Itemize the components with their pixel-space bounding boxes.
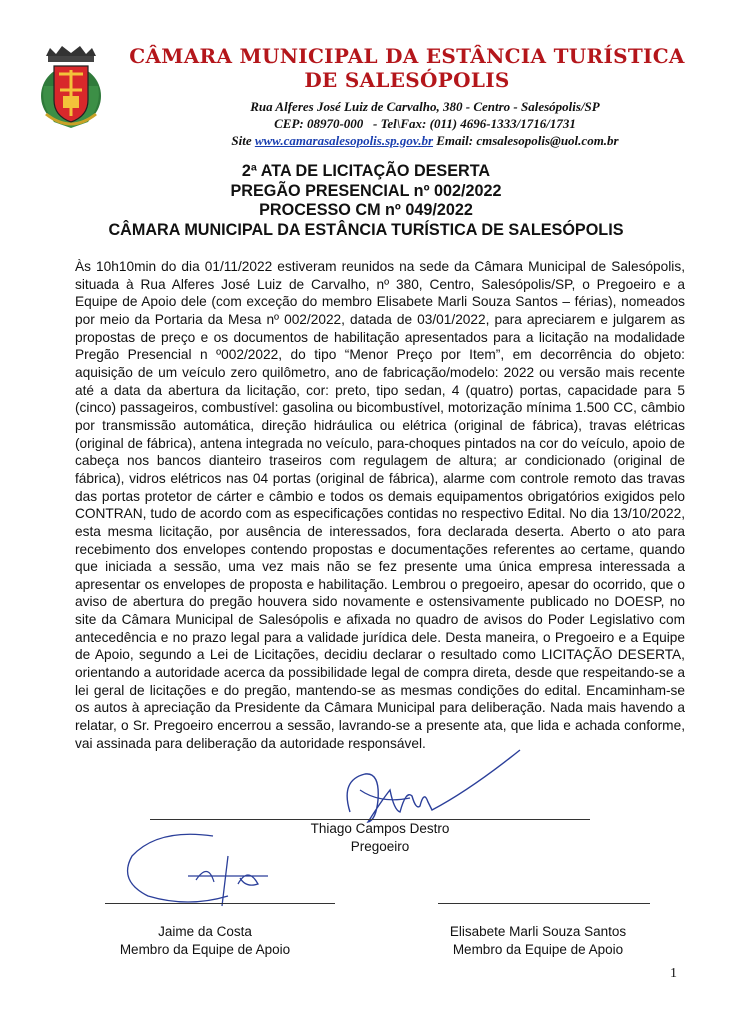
membro1-role: Membro da Equipe de Apoio bbox=[119, 942, 291, 957]
page-number: 1 bbox=[670, 966, 677, 981]
membro2-signature-line bbox=[438, 903, 650, 904]
letterhead-address: Rua Alferes José Luiz de Carvalho, 380 - Centro - Salesópolis/SP bbox=[250, 99, 600, 114]
document-heading bbox=[40, 162, 692, 240]
heading-line3: PROCESSO CM nº 049/2022 bbox=[259, 201, 473, 219]
pregoeiro-role: Pregoeiro bbox=[350, 839, 410, 854]
letterhead-title-line1: CÂMARA MUNICIPAL DA ESTÂNCIA TURÍSTICA bbox=[129, 44, 685, 68]
site-label: Site bbox=[231, 133, 252, 148]
heading-line1: 2ª ATA DE LICITAÇÃO DESERTA bbox=[241, 162, 491, 180]
minutes-body: Às 10h10min do dia 01/11/2022 estiveram reunidos na sede da Câmara Municipal de Salesópolis, situada à Rua Alferes José Luiz de Carvalho, nº 380, Centro, Salesópolis/SP, o Pregoeiro e a Equipe de Apoio dele (com exceção do membro Elisabete Marli Souza Santos – férias), nomeados por meio da Portaria da Mesa nº 002/2022, datada de 03/01/2022, para apreciarem e julgarem as propostas de preço e os documentos de habilitação apresentados para a licitação na modalidade Pregão Presencial n º002/2022, do tipo “Menor Preço por Item”, em decorrência do objeto: aquisição de um veículo zero quilômetro, ano de fabricação/modelo: 2022 ou versão mais recente até a data da abertura da licitação, cor: preto, tipo sedan, 4 (quatro) portas, capacidade para 5 (cinco) passageiros, combustível: gasolina ou bicombustível, motorização mínima 1.500 CC, câmbio por transmissão automática, direção hidráulica ou elétrica (original de fábrica), travas elétricas (original de fábrica), antena integrada no veículo, para-choques pintados na cor do veículo, apoio de cabeça nos bancos dianteiro traseiros com regulagem de altura; ar condicionado (original de fábrica), vidros elétricos nas 04 portas (original de fábrica), alarme com controle remoto das travas das portas protetor de cárter e câmbio e todos os demais equipamentos obrigatórios exigidos pelo CONTRAN, tudo de acordo com as especificações contidas no respectivo Edital. No dia 13/10/2022, esta mesma licitação, por ausência de interessados, fora declarada deserta. Aberto o ato para recebimento dos envelopes contendo propostas e documentações referentes ao certame, quando que iniciada a sessão, uma vez mais não se fez presente uma única empresa interessada a apresentar os envelopes de proposta e habilitação. Lembrou o pregoeiro, apesar do ocorrido, que o aviso de abertura do pregão houvera sido novamente e ostensivamente publicado no DOESP, no site da Câmara Municipal de Salesópolis e afixada no quadro de avisos do Poder Legislativo com antecedência e no prazo legal para a validade jurídica dele. Desta maneira, o Pregoeiro e a Equipe de Apoio, segundo a Lei de Licitações, decidiu declarar o resultado como LICITAÇÃO DESERTA, orientando a autoridade acerca da possibilidade legal de compra direta, desde que respeitando-se a lei geral de licitações e do pregão, mantendo-se as mesmas condições do edital. Encaminham-se os autos à apreciação da Presidente da Câmara Municipal para deliberação. Nada mais havendo a relatar, o Sr. Pregoeiro encerrou a sessão, lavrando-se a presente ata, que lida e achada conforme, vai assinada para deliberação da autoridade responsável. bbox=[75, 259, 685, 751]
heading-line2: PREGÃO PRESENCIAL nº 002/2022 bbox=[230, 181, 502, 200]
letterhead-title bbox=[112, 44, 702, 92]
site-link[interactable]: www.camarasalesopolis.sp.gov.br bbox=[254, 133, 434, 148]
membro2-role: Membro da Equipe de Apoio bbox=[452, 942, 624, 957]
pregoeiro-name: Thiago Campos Destro bbox=[310, 821, 450, 836]
letterhead-title-line2: DE SALESÓPOLIS bbox=[304, 68, 510, 92]
letterhead-contact bbox=[150, 132, 700, 149]
membro2-name: Elisabete Marli Souza Santos bbox=[449, 924, 627, 939]
heading-line4: CÂMARA MUNICIPAL DA ESTÂNCIA TURÍSTICA DE SALESÓPOLIS bbox=[108, 220, 624, 239]
email-text: Email: cmsalesopolis@uol.com.br bbox=[436, 133, 619, 148]
membro1-name: Jaime da Costa bbox=[158, 924, 252, 939]
coat-of-arms-icon bbox=[36, 44, 106, 130]
letterhead-address-block bbox=[150, 98, 700, 149]
letterhead-cep-phone: CEP: 08970-000 - Tel\Fax: (011) 4696-1333/1716/1731 bbox=[274, 116, 576, 131]
membro1-signature-line bbox=[105, 903, 335, 904]
